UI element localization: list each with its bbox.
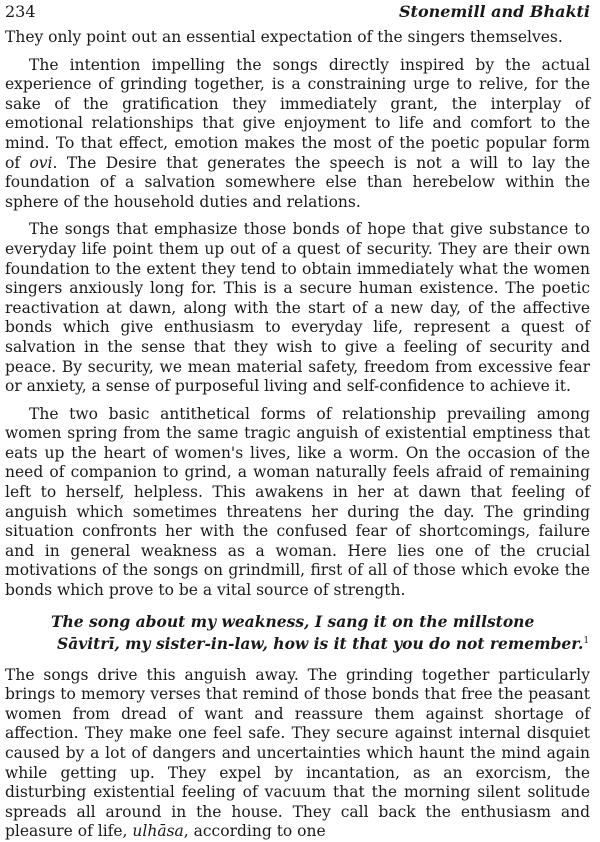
term-ulhasa: ulhāsa (132, 822, 184, 841)
paragraph-text: . The Desire that generates the speech is not a will to lay the foundation of a salvation somewhere else than herebelow within the sphere of the household duties and relations. (5, 153, 591, 211)
verse-line: The song about my weakness, I sang it on the millstone (51, 611, 535, 631)
paragraph-anguish (5, 666, 590, 842)
verse-line (57, 633, 590, 655)
running-title: Stonemill and Bhakti (399, 2, 590, 21)
verse-line-text: Sāvitrī, my sister-in-law, how is it that you do not remember. (57, 633, 584, 653)
verse-quote (51, 611, 590, 655)
paragraph-text: The intention impelling the songs directly inspired by the actual experience of grinding together, is a constraining urge to relive, for the sake of the gratification they immediately grant, the interplay of emotional relationships that give enjoyment to life and comfort to the mind. To that effect, emotion makes the most of the poetic popular form of (5, 55, 590, 172)
page-number: 234 (5, 2, 36, 21)
paragraph-continuation: They only point out an essential expectation of the singers themselves. (5, 28, 563, 46)
paragraph-intention (5, 56, 590, 213)
paragraph-relationships: The two basic antithetical forms of relationship prevailing among women spring from the same tragic anguish of existential emptiness that eats up the heart of women's lives, like a worm. On the occasion of the need of companion to grind, a woman naturally feels afraid of remaining left to herself, helpless. This awakens in her at dawn that feeling of anguish which sometimes threatens her during the day. The grinding situation confronts her with the confused fear of shortcomings, failure and in general weakness as a woman. Here lies one of the crucial motivations of the songs on grindmill, first of all of those which evoke the bonds which prove to be a vital source of strength. (5, 404, 590, 600)
term-ovi: ovi (29, 153, 53, 172)
paragraph-text: , according to one (183, 822, 326, 841)
page-header (5, 0, 590, 28)
paragraph-security: The songs that emphasize those bonds of hope that give substance to everyday life point them up out of a quest of security. They are their own foundation to the extent they tend to obtain immediately what the women singers anxiously long for. This is a secure human existence. The poetic reactivation at dawn, along with the start of a new day, of the affective bonds which give enthusiasm to everyday life, represent a quest of salvation in the sense that they wish to give a feeling of security and peace. By security, we mean material safety, freedom from excessive fear or anxiety, a sense of purposeful living and self-confidence to achieve it. (5, 220, 590, 396)
paragraph-text: The songs drive this anguish away. The grinding together particularly brings to memory verses that remind of those bonds that free the peasant women from dread of want and reassure them against shortage of affection. They make one feel safe. They secure against internal disquiet caused by a lot of dangers and uncertainties which haunt the mind again while getting up. They expel by incantation, as an exorcism, the disturbing existential feeling of vacuum that the morning silent solitude spreads all around in the house. They call back the enthusiasm and pleasure of life, (5, 665, 590, 841)
footnote-marker: 1 (583, 635, 590, 646)
